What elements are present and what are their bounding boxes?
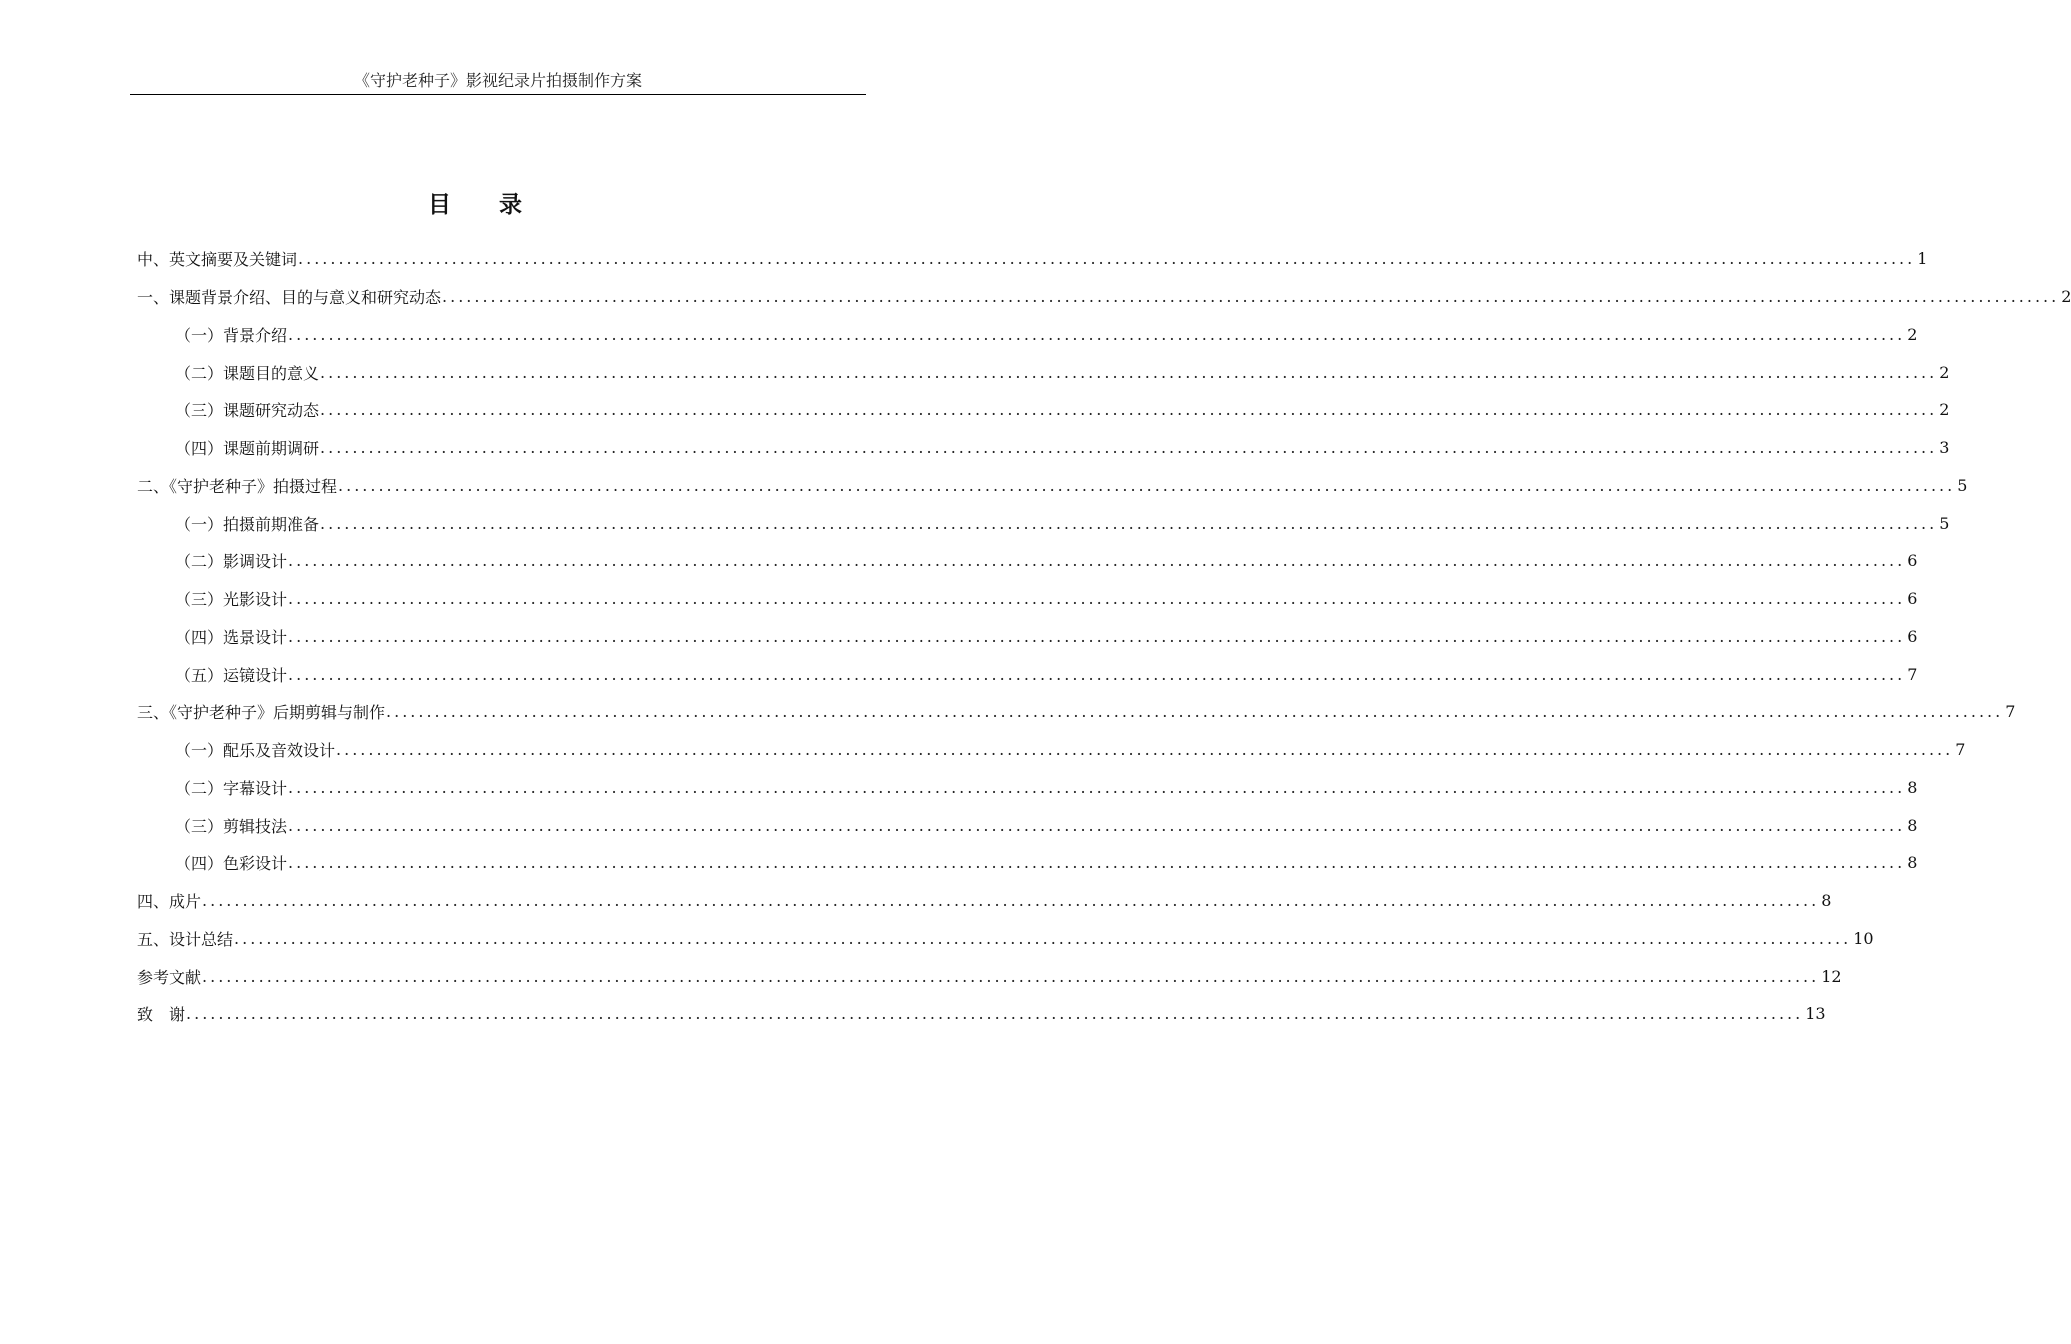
toc-entry-label: （一）配乐及音效设计 [175, 741, 336, 761]
toc-entry-label: 三、《守护老种子》后期剪辑与制作 [137, 703, 386, 723]
toc-entry-label: 中、英文摘要及关键词 [137, 250, 298, 270]
toc-dot-leader: ........................................................................................................................................................................................................ [288, 777, 1906, 797]
toc-heading: 目 录 [427, 192, 542, 218]
toc-entry-label: （四）课题前期调研 [175, 439, 320, 459]
toc-entry-label: （一）背景介绍 [175, 325, 288, 345]
toc-entry[interactable] [137, 542, 1918, 580]
toc-entry[interactable] [137, 353, 1950, 391]
toc-dot-leader: ........................................................................................................................................................................................................ [288, 626, 1906, 646]
toc-dot-leader: ........................................................................................................................................................................................................ [202, 891, 1820, 911]
toc-dot-leader: ........................................................................................................................................................................................................ [338, 475, 1956, 495]
toc-entry[interactable] [137, 806, 1918, 844]
toc-dot-leader: ........................................................................................................................................................................................................ [186, 1004, 1804, 1024]
toc-entry[interactable] [137, 731, 1966, 769]
toc-entry-page: 2 [1939, 400, 1950, 420]
toc-dot-leader: ........................................................................................................................................................................................................ [386, 702, 2004, 722]
toc-entry-label: （二）字幕设计 [175, 778, 288, 798]
toc-dot-leader: ........................................................................................................................................................................................................ [288, 589, 1906, 609]
toc-entry-label: （四）选景设计 [175, 627, 288, 647]
toc-entry-label: 致 谢 [137, 1005, 186, 1025]
toc-entry-label: （四）色彩设计 [175, 854, 288, 874]
toc-entry-page: 2 [1907, 324, 1918, 344]
toc-dot-leader: ........................................................................................................................................................................................................ [320, 513, 1938, 533]
toc-entry[interactable] [137, 504, 1950, 542]
toc-entry[interactable] [137, 240, 1928, 278]
toc-entry-page: 12 [1821, 966, 1842, 986]
toc-entry[interactable] [137, 920, 1874, 958]
toc-entry-page: 13 [1805, 1004, 1826, 1024]
toc-entry-label: （三）光影设计 [175, 590, 288, 610]
toc-dot-leader: ........................................................................................................................................................................................................ [442, 287, 2060, 307]
toc-entry[interactable] [137, 769, 1918, 807]
toc-entry-page: 3 [1939, 438, 1950, 458]
toc-entry-page: 1 [1917, 249, 1928, 269]
page-header [130, 70, 866, 95]
toc-dot-leader: ........................................................................................................................................................................................................ [288, 853, 1906, 873]
toc-entry-page: 10 [1853, 928, 1874, 948]
toc-entry[interactable] [137, 882, 1832, 920]
toc-entry[interactable] [137, 995, 1826, 1033]
toc-dot-leader: ........................................................................................................................................................................................................ [234, 928, 1852, 948]
toc-entry[interactable] [137, 844, 1918, 882]
toc-entry-label: 四、成片 [137, 892, 202, 912]
toc-entry-label: （三）剪辑技法 [175, 816, 288, 836]
toc-entry-page: 7 [1907, 664, 1918, 684]
toc-entry-label: 一、课题背景介绍、目的与意义和研究动态 [137, 288, 442, 308]
toc-entry-label: 二、《守护老种子》拍摄过程 [137, 476, 338, 496]
toc-entry-page: 7 [2005, 702, 2016, 722]
table-of-contents [137, 240, 2071, 1033]
toc-entry[interactable] [137, 580, 1918, 618]
toc-entry-label: （一）拍摄前期准备 [175, 514, 320, 534]
toc-entry-page: 8 [1907, 815, 1918, 835]
toc-entry-label: （五）运镜设计 [175, 665, 288, 685]
toc-entry-page: 8 [1907, 777, 1918, 797]
toc-entry[interactable] [137, 467, 1968, 505]
toc-entry-page: 6 [1907, 626, 1918, 646]
toc-entry-label: （三）课题研究动态 [175, 401, 320, 421]
toc-entry[interactable] [137, 957, 1842, 995]
toc-dot-leader: ........................................................................................................................................................................................................ [288, 815, 1906, 835]
toc-entry-page: 8 [1907, 853, 1918, 873]
toc-entry[interactable] [137, 618, 1918, 656]
toc-dot-leader: ........................................................................................................................................................................................................ [320, 438, 1938, 458]
toc-entry-label: 参考文献 [137, 967, 202, 987]
toc-dot-leader: ........................................................................................................................................................................................................ [320, 400, 1938, 420]
toc-entry-page: 8 [1821, 891, 1832, 911]
toc-dot-leader: ........................................................................................................................................................................................................ [288, 324, 1906, 344]
toc-dot-leader: ........................................................................................................................................................................................................ [202, 966, 1820, 986]
toc-entry-page: 6 [1907, 589, 1918, 609]
toc-entry-label: 五、设计总结 [137, 929, 234, 949]
toc-entry-label: （二）影调设计 [175, 552, 288, 572]
toc-entry-page: 7 [1955, 740, 1966, 760]
toc-entry-page: 5 [1957, 475, 1968, 495]
toc-entry-page: 5 [1939, 513, 1950, 533]
toc-dot-leader: ........................................................................................................................................................................................................ [320, 362, 1938, 382]
toc-entry[interactable] [137, 693, 2016, 731]
toc-entry[interactable] [137, 278, 2071, 316]
toc-entry[interactable] [137, 316, 1918, 354]
toc-entry[interactable] [137, 391, 1950, 429]
toc-entry[interactable] [137, 429, 1950, 467]
toc-dot-leader: ........................................................................................................................................................................................................ [298, 249, 1916, 269]
toc-dot-leader: ........................................................................................................................................................................................................ [336, 740, 1954, 760]
toc-entry-page: 6 [1907, 551, 1918, 571]
toc-dot-leader: ........................................................................................................................................................................................................ [288, 551, 1906, 571]
toc-entry[interactable] [137, 655, 1918, 693]
toc-entry-label: （二）课题目的意义 [175, 363, 320, 383]
toc-dot-leader: ........................................................................................................................................................................................................ [288, 664, 1906, 684]
header-title: 《守护老种子》影视纪录片拍摄制作方案 [353, 71, 642, 90]
toc-entry-page: 2 [2061, 287, 2071, 307]
toc-entry-page: 2 [1939, 362, 1950, 382]
